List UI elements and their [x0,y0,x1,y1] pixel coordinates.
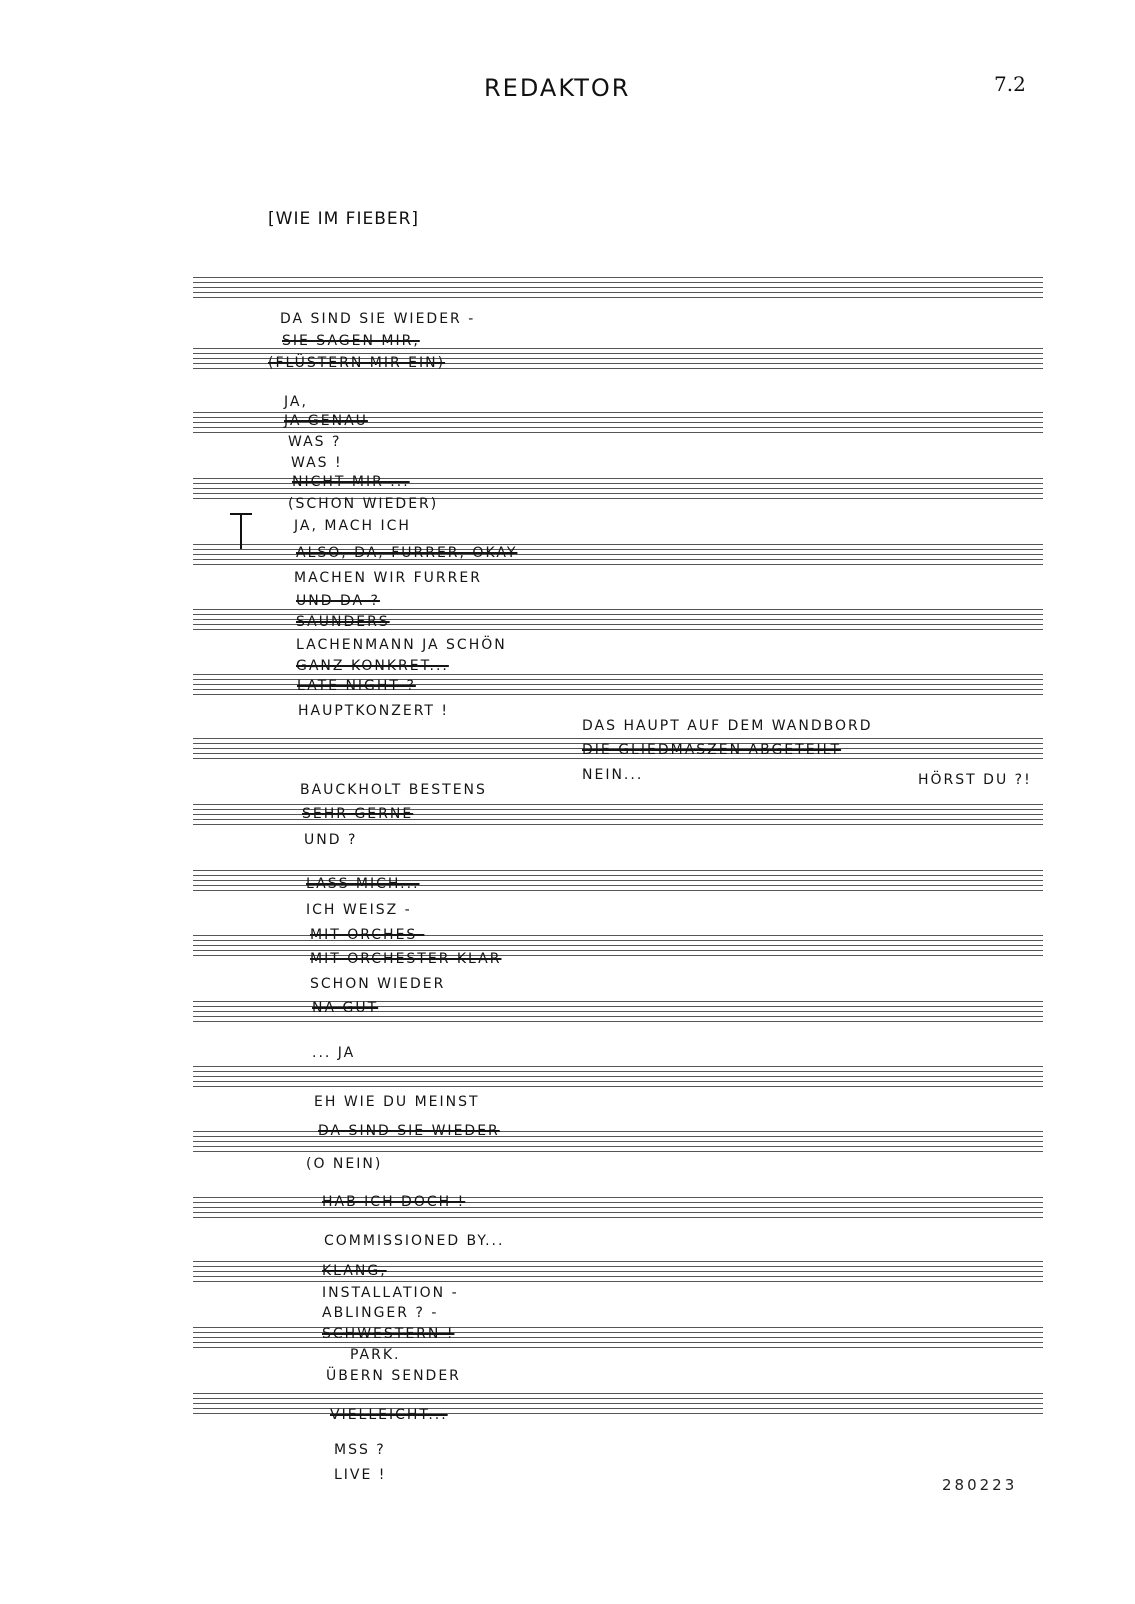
text-line: WAS ? [288,434,342,450]
text-line: EH WIE DU MEINST [314,1094,480,1110]
text-line: SIE SAGEN MIR, [282,333,420,349]
text-line: (FLÜSTERN MIR EIN) [268,355,446,371]
text-line: DIE GLIEDMASZEN ABGETEILT [582,742,842,758]
text-line: ÜBERN SENDER [326,1368,461,1384]
page-title: REDAKTOR [484,74,631,102]
text-line: MIT ORCHES- [310,927,425,943]
text-line: LASS MICH... [306,876,420,892]
date-code: 280223 [942,1476,1018,1494]
text-line: (SCHON WIEDER) [288,496,439,512]
text-line: SAUNDERS [296,614,390,630]
text-line: COMMISSIONED BY... [324,1233,505,1249]
text-line: ALSO, DA, FURRER, OKAY [296,545,518,561]
text-line: ABLINGER ? - [322,1305,439,1321]
text-line: PARK. [350,1347,401,1363]
text-line: UND ? [304,832,358,848]
text-line: LATE NIGHT ? [297,678,416,694]
text-line: HÖRST DU ?! [918,772,1032,788]
text-line: BAUCKHOLT BESTENS [300,782,487,798]
text-line: WAS ! [291,455,343,471]
text-line: VIELLEICHT... [330,1407,448,1423]
staff [193,1197,1043,1217]
text-line: GANZ KONKRET... [296,658,449,674]
stage-direction: [WIE IM FIEBER] [268,209,420,229]
text-line: LIVE ! [334,1467,387,1483]
staff [193,1393,1043,1413]
text-line: JA, MACH ICH [294,518,411,534]
text-line: LACHENMANN JA SCHÖN [296,637,507,653]
page-number: 7.2 [994,72,1026,96]
text-line: INSTALLATION - [322,1285,459,1301]
text-line: ICH WEISZ - [306,902,412,918]
text-line: DA SIND SIE WIEDER [318,1123,500,1139]
staff [193,277,1043,297]
text-line: DA SIND SIE WIEDER - [280,311,476,327]
text-line: MACHEN WIR FURRER [294,570,482,586]
section-marker-icon [230,513,252,549]
text-line: HAB ICH DOCH ! [322,1194,466,1210]
text-line: MIT ORCHESTER KLAR [310,951,502,967]
text-line: SCHWESTERN ! [322,1326,455,1342]
staff [193,1261,1043,1281]
text-line: JA GENAU [284,413,368,429]
text-line: SEHR GERNE [302,806,414,822]
text-line: NICHT MIR ... [292,474,410,490]
text-line: ... JA [312,1045,356,1061]
text-line: (O NEIN) [306,1156,383,1172]
text-line: NA GUT [312,1000,379,1016]
text-line: MSS ? [334,1442,386,1458]
text-line: JA, [284,394,308,410]
text-line: KLANG, [322,1263,387,1279]
text-line: SCHON WIEDER [310,976,446,992]
text-line: NEIN... [582,767,644,783]
staff [193,1066,1043,1086]
text-line: UND DA ? [296,593,380,609]
text-line: HAUPTKONZERT ! [298,703,450,719]
text-line: DAS HAUPT AUF DEM WANDBORD [582,718,873,734]
staff [193,1327,1043,1347]
